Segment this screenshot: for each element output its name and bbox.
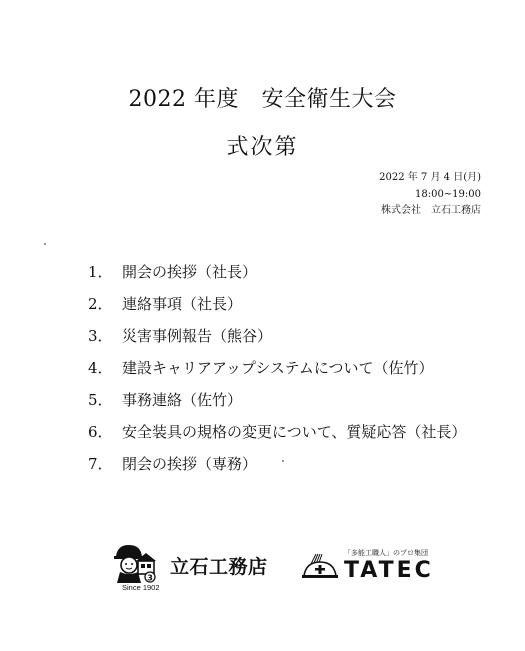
tateishi-logo-name: 立石工務店 (170, 556, 268, 578)
agenda-item (88, 447, 466, 479)
tatec-logo-tagline: 「多能工職人」のプロ集団 (344, 549, 428, 557)
agenda-number: 4． (88, 358, 113, 377)
tateishi-mascot-icon (112, 542, 162, 584)
agenda-number: 7． (88, 454, 113, 473)
agenda-text: 事務連絡（佐竹） (122, 390, 243, 409)
agenda-number: 2． (88, 294, 113, 313)
scan-speck (44, 243, 46, 245)
agenda-text: 安全装具の規格の変更について、質疑応答（社長） (122, 422, 467, 441)
tateishi-logo-since: Since 1902 (122, 583, 160, 592)
agenda-item (88, 351, 466, 383)
agenda-item (88, 319, 466, 351)
tatec-logo (300, 544, 450, 588)
document-title: 2022 年度 安全衛生大会 (128, 87, 397, 112)
meta-date: 2022 年 7 月 4 日(月) (379, 172, 481, 183)
agenda-list (88, 255, 466, 479)
meta-time: 18:00~19:00 (414, 188, 481, 200)
tatec-logo-brand: TATEC (344, 558, 434, 583)
svg-text:3: 3 (147, 573, 153, 583)
agenda-item (88, 415, 466, 447)
agenda-number: 3． (88, 326, 113, 345)
meta-company: 株式会社 立石工務店 (381, 205, 481, 216)
agenda-text: 建設キャリアアップシステムについて（佐竹） (122, 358, 434, 377)
agenda-text: 連絡事項（社長） (122, 294, 243, 313)
agenda-text: 災害事例報告（熊谷） (122, 326, 273, 345)
document-meta (379, 170, 481, 220)
agenda-item (88, 287, 466, 319)
agenda-number: 1． (88, 262, 113, 281)
agenda-number: 5． (88, 390, 113, 409)
tateishi-logo (112, 542, 277, 594)
agenda-number: 6． (88, 422, 113, 441)
tatec-helmet-icon (300, 550, 340, 584)
agenda-text: 閉会の挨拶（専務） (122, 454, 258, 473)
document-subtitle: 式次第 (226, 135, 299, 160)
scan-speck (282, 460, 284, 462)
agenda-item (88, 255, 466, 287)
agenda-text: 開会の挨拶（社長） (122, 262, 258, 281)
agenda-item (88, 383, 466, 415)
